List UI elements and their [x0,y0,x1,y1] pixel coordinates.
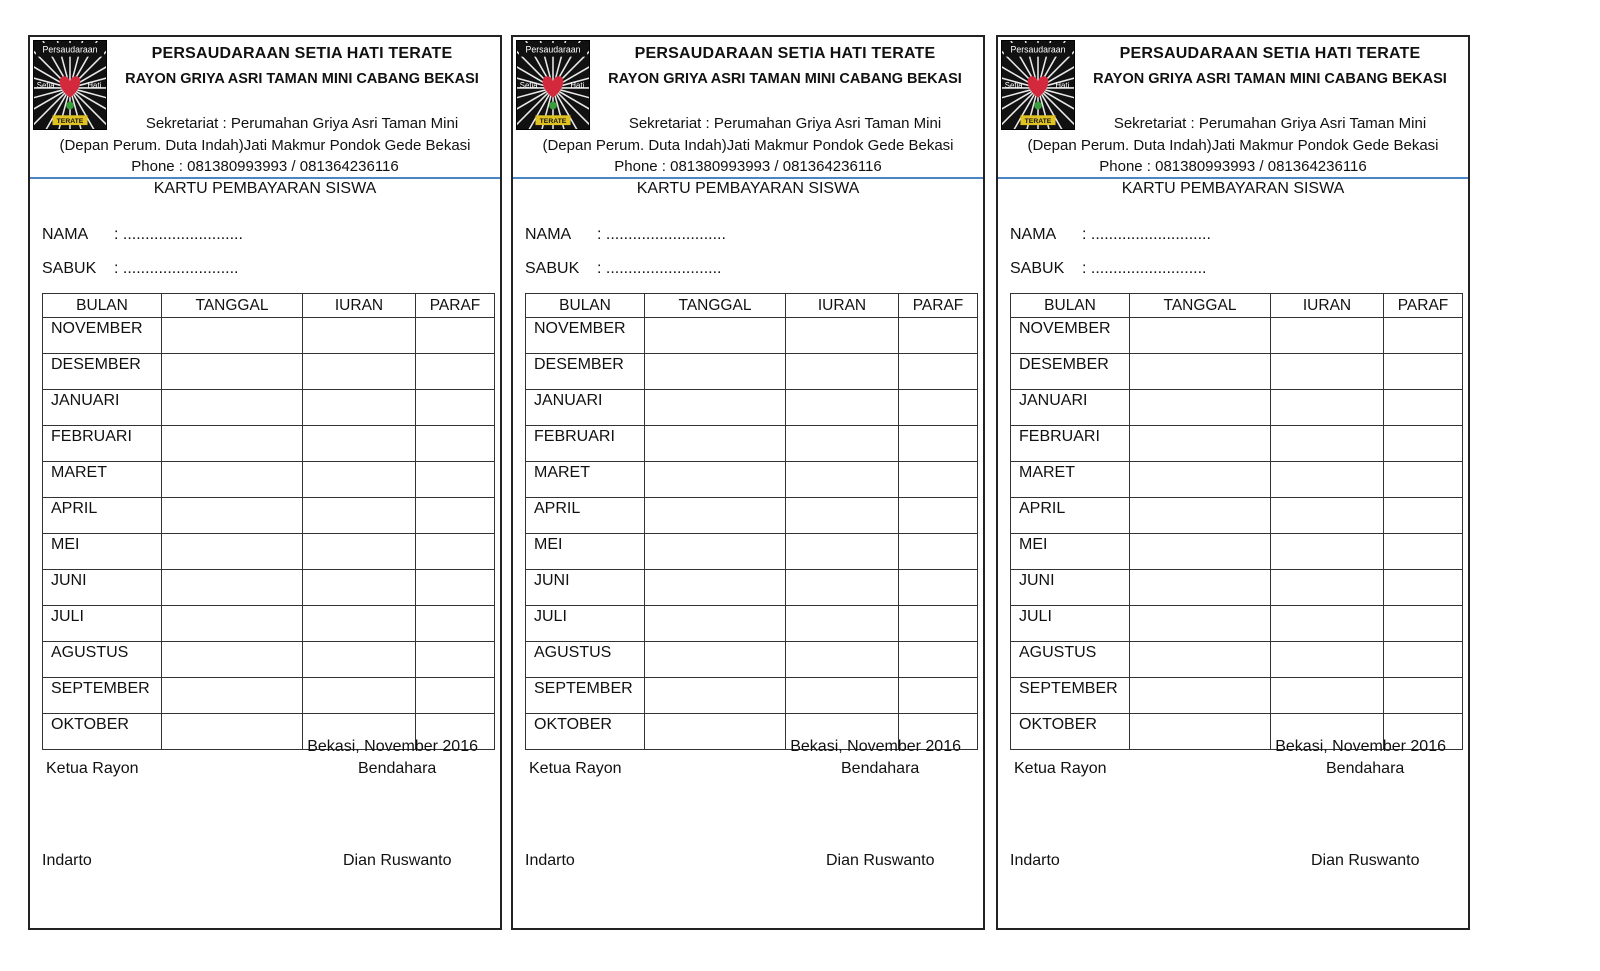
iuran-cell[interactable] [303,606,416,642]
table-header-row [526,294,978,318]
month-cell: AGUSTUS [43,642,162,678]
paraf-cell[interactable] [1384,570,1463,606]
month-cell: MEI [43,534,162,570]
tanggal-cell[interactable] [645,318,786,354]
paraf-cell[interactable] [899,570,978,606]
table-row [1011,354,1463,390]
table-row [1011,642,1463,678]
table-row [526,534,978,570]
paraf-cell[interactable] [899,354,978,390]
nama-value: : ........................... [114,226,243,243]
paraf-cell[interactable] [416,390,495,426]
table-row [1011,498,1463,534]
table-row [526,498,978,534]
table-row [1011,570,1463,606]
logo-text-bottom: TERATE [539,118,567,126]
tanggal-cell[interactable] [162,462,303,498]
paraf-cell[interactable] [899,642,978,678]
table-row [1011,462,1463,498]
table-row [43,354,495,390]
paraf-cell[interactable] [416,642,495,678]
iuran-cell[interactable] [786,678,899,714]
table-row [43,462,495,498]
header-bulan: BULAN [43,294,162,318]
tanggal-cell[interactable] [645,498,786,534]
iuran-cell[interactable] [303,498,416,534]
header-bulan: BULAN [1011,294,1130,318]
paraf-cell[interactable] [416,570,495,606]
tanggal-cell[interactable] [162,570,303,606]
month-cell: JANUARI [526,390,645,426]
tanggal-cell[interactable] [1130,462,1271,498]
month-cell: JULI [526,606,645,642]
header-paraf: PARAF [899,294,978,318]
paraf-cell[interactable] [1384,462,1463,498]
payment-card-3 [996,35,1470,930]
card-title: KARTU PEMBAYARAN SISWA [153,180,377,197]
org-subtitle: RAYON GRIYA ASRI TAMAN MINI CABANG BEKASI [608,71,962,87]
address-line-1: Sekretariat : Perumahan Griya Asri Taman Mini [628,115,942,132]
sabuk-field[interactable] [1010,260,1206,278]
iuran-cell[interactable] [786,426,899,462]
tanggal-cell[interactable] [162,678,303,714]
tanggal-cell[interactable] [1130,714,1271,750]
sabuk-value: : .......................... [597,260,722,277]
tanggal-cell[interactable] [162,642,303,678]
ketua-name: Indarto [525,852,575,869]
iuran-cell[interactable] [1271,498,1384,534]
paraf-cell[interactable] [899,390,978,426]
header-tanggal: TANGGAL [645,294,786,318]
table-row [526,390,978,426]
header-divider [998,177,1468,179]
date-line: Bekasi, November 2016 [1275,738,1446,755]
iuran-cell[interactable] [786,606,899,642]
psht-emblem-icon [516,40,590,130]
table-row [1011,606,1463,642]
header-divider [30,177,500,179]
sabuk-field[interactable] [525,260,721,278]
logo-text-right: Hati [570,80,585,90]
table-row [1011,678,1463,714]
tanggal-cell[interactable] [645,462,786,498]
tanggal-cell[interactable] [645,606,786,642]
logo-text-right: Hati [1055,80,1070,90]
paraf-cell[interactable] [899,426,978,462]
header-bulan: BULAN [526,294,645,318]
paraf-cell[interactable] [1384,534,1463,570]
tanggal-cell[interactable] [162,606,303,642]
month-cell: OKTOBER [43,714,162,750]
nama-label: NAMA [42,226,89,243]
ketua-label: Ketua Rayon [1014,760,1107,777]
month-cell: NOVEMBER [526,318,645,354]
month-cell: APRIL [526,498,645,534]
month-cell: JUNI [526,570,645,606]
table-row [526,462,978,498]
phone-line: Phone : 081380993993 / 081364236116 [614,158,882,175]
paraf-cell[interactable] [416,318,495,354]
payment-card-2 [511,35,985,930]
address-line-2: (Depan Perum. Duta Indah)Jati Makmur Pondok Gede Bekasi [1027,137,1439,154]
tanggal-cell[interactable] [1130,606,1271,642]
paraf-cell[interactable] [1384,354,1463,390]
tanggal-cell[interactable] [1130,642,1271,678]
paraf-cell[interactable] [899,678,978,714]
month-cell: NOVEMBER [43,318,162,354]
sabuk-field[interactable] [42,260,238,278]
tanggal-cell[interactable] [162,426,303,462]
table-row [43,606,495,642]
paraf-cell[interactable] [1384,318,1463,354]
paraf-cell[interactable] [416,678,495,714]
table-row [1011,318,1463,354]
iuran-cell[interactable] [1271,390,1384,426]
paraf-cell[interactable] [1384,390,1463,426]
month-cell: JANUARI [1011,390,1130,426]
iuran-cell[interactable] [786,462,899,498]
iuran-cell[interactable] [786,642,899,678]
iuran-cell[interactable] [786,570,899,606]
tanggal-cell[interactable] [1130,390,1271,426]
table-row [1011,534,1463,570]
tanggal-cell[interactable] [1130,534,1271,570]
month-cell: FEBRUARI [43,426,162,462]
bendahara-label: Bendahara [1326,760,1405,777]
month-cell: JUNI [1011,570,1130,606]
card-title: KARTU PEMBAYARAN SISWA [636,180,860,197]
iuran-cell[interactable] [303,318,416,354]
iuran-cell[interactable] [1271,426,1384,462]
header-paraf: PARAF [416,294,495,318]
logo-text-top: Persaudaraan [525,44,581,55]
tanggal-cell[interactable] [1130,678,1271,714]
tanggal-cell[interactable] [645,570,786,606]
month-cell: MARET [43,462,162,498]
ketua-label: Ketua Rayon [46,760,139,777]
nama-field[interactable] [525,226,726,244]
iuran-cell[interactable] [303,570,416,606]
bendahara-name: Dian Ruswanto [1311,852,1420,869]
nama-label: NAMA [1010,226,1057,243]
nama-label: NAMA [525,226,572,243]
sabuk-value: : .......................... [1082,260,1207,277]
address-line-1: Sekretariat : Perumahan Griya Asri Taman Mini [1113,115,1427,132]
paraf-cell[interactable] [416,606,495,642]
iuran-cell[interactable] [1271,606,1384,642]
iuran-cell[interactable] [303,678,416,714]
psht-emblem-icon [33,40,107,130]
iuran-cell[interactable] [303,354,416,390]
paraf-cell[interactable] [416,498,495,534]
sabuk-label: SABUK [525,260,580,277]
iuran-cell[interactable] [303,642,416,678]
table-row [43,498,495,534]
bendahara-label: Bendahara [358,760,437,777]
paraf-cell[interactable] [1384,642,1463,678]
iuran-cell[interactable] [1271,570,1384,606]
iuran-cell[interactable] [786,354,899,390]
header-divider [513,177,983,179]
tanggal-cell[interactable] [162,714,303,750]
month-cell: JANUARI [43,390,162,426]
month-cell: OKTOBER [1011,714,1130,750]
table-row [526,570,978,606]
table-row [43,318,495,354]
iuran-cell[interactable] [303,390,416,426]
tanggal-cell[interactable] [1130,354,1271,390]
tanggal-cell[interactable] [1130,570,1271,606]
ketua-name: Indarto [1010,852,1060,869]
month-cell: MARET [1011,462,1130,498]
logo-text-top: Persaudaraan [1010,44,1066,55]
table-row [526,606,978,642]
payment-table [525,293,978,750]
date-line: Bekasi, November 2016 [307,738,478,755]
tanggal-cell[interactable] [1130,318,1271,354]
month-cell: DESEMBER [43,354,162,390]
iuran-cell[interactable] [1271,354,1384,390]
tanggal-cell[interactable] [645,534,786,570]
month-cell: DESEMBER [526,354,645,390]
paraf-cell[interactable] [1384,606,1463,642]
month-cell: JULI [43,606,162,642]
paraf-cell[interactable] [899,606,978,642]
org-subtitle: RAYON GRIYA ASRI TAMAN MINI CABANG BEKASI [125,71,479,87]
payment-table [1010,293,1463,750]
iuran-cell[interactable] [303,426,416,462]
logo-text-right: Hati [87,80,102,90]
paraf-cell[interactable] [1384,426,1463,462]
nama-value: : ........................... [597,226,726,243]
psht-emblem-icon [1001,40,1075,130]
iuran-cell[interactable] [1271,678,1384,714]
table-header-row [1011,294,1463,318]
paraf-cell[interactable] [1384,678,1463,714]
month-cell: OKTOBER [526,714,645,750]
paraf-cell[interactable] [416,426,495,462]
table-row [43,390,495,426]
iuran-cell[interactable] [1271,318,1384,354]
month-cell: SEPTEMBER [43,678,162,714]
logo-text-top: Persaudaraan [42,44,98,55]
tanggal-cell[interactable] [162,498,303,534]
sabuk-label: SABUK [1010,260,1065,277]
table-row [43,534,495,570]
iuran-cell[interactable] [786,390,899,426]
address-line-1: Sekretariat : Perumahan Griya Asri Taman Mini [145,115,459,132]
ketua-name: Indarto [42,852,92,869]
payment-table [42,293,495,750]
iuran-cell[interactable] [303,534,416,570]
header-iuran: IURAN [303,294,416,318]
psht-emblem-svg [34,41,106,129]
phone-line: Phone : 081380993993 / 081364236116 [1099,158,1367,175]
tanggal-cell[interactable] [162,318,303,354]
tanggal-cell[interactable] [162,354,303,390]
logo-text-bottom: TERATE [1024,118,1052,126]
iuran-cell[interactable] [786,534,899,570]
iuran-cell[interactable] [1271,462,1384,498]
tanggal-cell[interactable] [645,354,786,390]
iuran-cell[interactable] [786,498,899,534]
iuran-cell[interactable] [1271,642,1384,678]
logo-text-left: Setia [1004,80,1023,90]
month-cell: AGUSTUS [1011,642,1130,678]
tanggal-cell[interactable] [1130,426,1271,462]
card-title: KARTU PEMBAYARAN SISWA [1121,180,1345,197]
paraf-cell[interactable] [899,534,978,570]
paraf-cell[interactable] [416,534,495,570]
month-cell: AGUSTUS [526,642,645,678]
month-cell: SEPTEMBER [1011,678,1130,714]
paraf-cell[interactable] [416,462,495,498]
month-cell: FEBRUARI [1011,426,1130,462]
table-row [43,678,495,714]
ketua-label: Ketua Rayon [529,760,622,777]
month-cell: DESEMBER [1011,354,1130,390]
date-line: Bekasi, November 2016 [790,738,961,755]
month-cell: JUNI [43,570,162,606]
phone-line: Phone : 081380993993 / 081364236116 [131,158,399,175]
tanggal-cell[interactable] [1130,498,1271,534]
month-cell: NOVEMBER [1011,318,1130,354]
nama-value: : ........................... [1082,226,1211,243]
month-cell: MARET [526,462,645,498]
org-title: PERSAUDARAAN SETIA HATI TERATE [151,45,453,62]
header-iuran: IURAN [1271,294,1384,318]
tanggal-cell[interactable] [162,390,303,426]
iuran-cell[interactable] [786,318,899,354]
logo-text-left: Setia [36,80,55,90]
month-cell: MEI [526,534,645,570]
bendahara-name: Dian Ruswanto [826,852,935,869]
table-row [43,570,495,606]
month-cell: JULI [1011,606,1130,642]
tanggal-cell[interactable] [645,426,786,462]
org-title: PERSAUDARAAN SETIA HATI TERATE [1119,45,1421,62]
table-row [526,642,978,678]
table-row [526,678,978,714]
paraf-cell[interactable] [899,318,978,354]
paraf-cell[interactable] [416,354,495,390]
bendahara-name: Dian Ruswanto [343,852,452,869]
address-line-2: (Depan Perum. Duta Indah)Jati Makmur Pondok Gede Bekasi [542,137,954,154]
table-row [43,426,495,462]
header-iuran: IURAN [786,294,899,318]
address-line-2: (Depan Perum. Duta Indah)Jati Makmur Pondok Gede Bekasi [59,137,471,154]
month-cell: APRIL [1011,498,1130,534]
tanggal-cell[interactable] [162,534,303,570]
tanggal-cell[interactable] [645,390,786,426]
sabuk-label: SABUK [42,260,97,277]
org-subtitle: RAYON GRIYA ASRI TAMAN MINI CABANG BEKASI [1093,71,1447,87]
org-title: PERSAUDARAAN SETIA HATI TERATE [634,45,936,62]
nama-field[interactable] [1010,226,1211,244]
header-tanggal: TANGGAL [1130,294,1271,318]
paraf-cell[interactable] [899,462,978,498]
header-tanggal: TANGGAL [162,294,303,318]
psht-emblem-svg [1002,41,1074,129]
table-row [526,318,978,354]
table-header-row [43,294,495,318]
iuran-cell[interactable] [303,462,416,498]
month-cell: SEPTEMBER [526,678,645,714]
table-row [1011,426,1463,462]
logo-text-left: Setia [519,80,538,90]
bendahara-label: Bendahara [841,760,920,777]
header-paraf: PARAF [1384,294,1463,318]
month-cell: APRIL [43,498,162,534]
paraf-cell[interactable] [1384,498,1463,534]
nama-field[interactable] [42,226,243,244]
table-row [526,426,978,462]
month-cell: MEI [1011,534,1130,570]
table-row [526,354,978,390]
sabuk-value: : .......................... [114,260,239,277]
payment-card-1 [28,35,502,930]
tanggal-cell[interactable] [645,714,786,750]
psht-emblem-svg [517,41,589,129]
table-row [43,642,495,678]
tanggal-cell[interactable] [645,642,786,678]
iuran-cell[interactable] [1271,534,1384,570]
table-row [1011,390,1463,426]
month-cell: FEBRUARI [526,426,645,462]
tanggal-cell[interactable] [645,678,786,714]
logo-text-bottom: TERATE [56,118,84,126]
paraf-cell[interactable] [899,498,978,534]
